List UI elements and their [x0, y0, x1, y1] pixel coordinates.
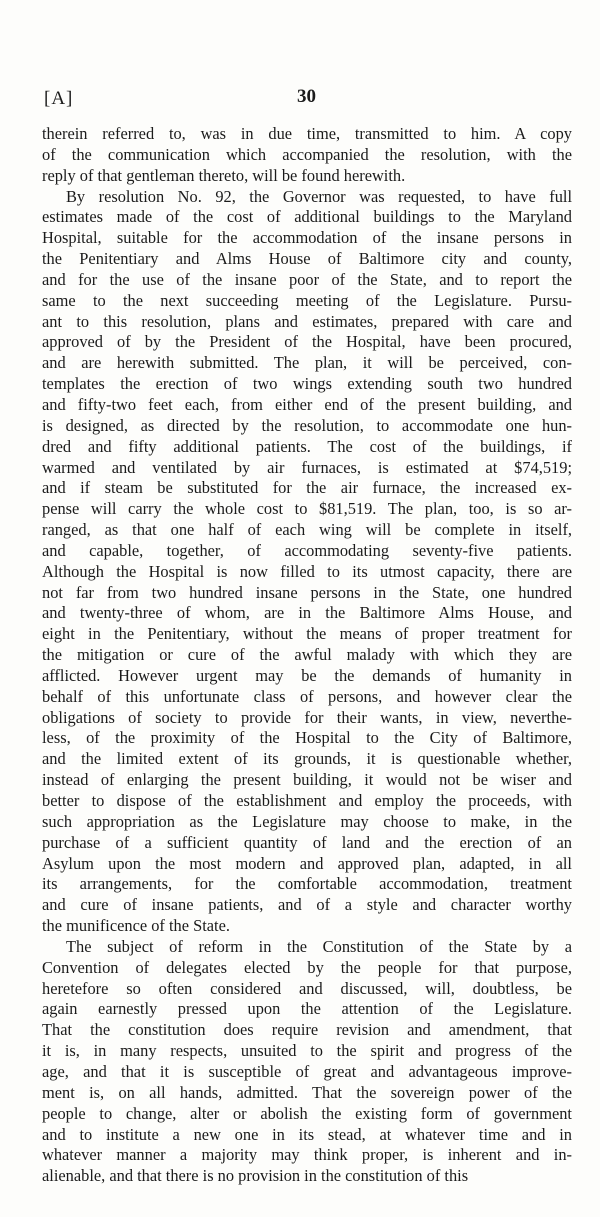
text-line: ant to this resolution, plans and estimates, prepared with care and	[42, 311, 572, 331]
text-line: and twenty-three of whom, are in the Baltimore Alms House, and	[42, 603, 572, 623]
text-line: templates the erection of two wings extending south two hundred	[42, 374, 572, 394]
text-line: estimates made of the cost of additional buildings to the Maryland	[42, 207, 572, 227]
paragraph	[42, 187, 572, 937]
text-line: and for the use of the insane poor of the State, and to report the	[42, 269, 572, 289]
text-line: Asylum upon the most modern and approved plan, adapted, in all	[42, 853, 572, 873]
text-line: reply of that gentleman thereto, will be found herewith.	[42, 165, 406, 185]
text-line: obligations of society to provide for their wants, in view, neverthe-	[42, 707, 572, 727]
text-line: age, and that it is susceptible of great and advantageous improve-	[42, 1061, 572, 1081]
text-line: people to change, alter or abolish the existing form of government	[42, 1103, 572, 1123]
text-line: approved of by the President of the Hospital, have been procured,	[42, 332, 572, 352]
text-line: behalf of this unfortunate class of persons, and however clear the	[42, 686, 572, 706]
text-line: again earnestly pressed upon the attention of the Legislature.	[42, 999, 572, 1019]
text-line: and to institute a new one in its stead, at whatever time and in	[42, 1124, 572, 1144]
text-line: afflicted. However urgent may be the demands of humanity in	[42, 665, 572, 685]
text-line: such appropriation as the Legislature may choose to make, in the	[42, 811, 572, 831]
text-line: ment is, on all hands, admitted. That the sovereign power of the	[42, 1082, 572, 1102]
text-line: the Penitentiary and Alms House of Baltimore city and county,	[42, 249, 572, 269]
text-line: eight in the Penitentiary, without the means of proper treatment for	[42, 624, 572, 644]
text-line: better to dispose of the establishment and employ the proceeds, with	[42, 791, 572, 810]
text-line: less, of the proximity of the Hospital to the City of Baltimore,	[42, 728, 572, 748]
page-number: 30	[297, 86, 316, 107]
signature-mark: [A]	[44, 88, 74, 109]
page-header	[40, 88, 570, 114]
text-line: warmed and ventilated by air furnaces, is estimated at $74,519;	[42, 457, 572, 477]
paragraph	[42, 937, 572, 1187]
paragraph	[42, 124, 572, 187]
text-line: not far from two hundred insane persons in the State, one hundred	[42, 582, 572, 602]
text-line: is designed, as directed by the resolution, to accommodate one hun-	[42, 415, 572, 435]
text-line: dred and fifty additional patients. The cost of the buildings, if	[42, 436, 572, 456]
text-line: purchase of a sufficient quantity of land and the erection of an	[42, 832, 572, 852]
text-line: Hospital, suitable for the accommodation of the insane persons in	[42, 228, 572, 248]
text-line: By resolution No. 92, the Governor was requested, to have full	[66, 186, 572, 206]
text-line: the munificence of the State.	[42, 916, 230, 936]
text-line: of the communication which accompanied the resolution, with the	[42, 144, 572, 164]
text-line: and capable, together, of accommodating seventy-five patients.	[42, 540, 572, 560]
text-line: That the constitution does require revision and amendment, that	[42, 1020, 572, 1040]
text-line: and if steam be substituted for the air furnace, the increased ex-	[42, 478, 572, 498]
body-text	[42, 124, 572, 1187]
text-line: pense will carry the whole cost to $81,519. The plan, too, is so ar-	[42, 499, 572, 519]
text-line: whatever manner a majority may think proper, is inherent and in-	[42, 1145, 572, 1165]
text-line: therein referred to, was in due time, transmitted to him. A copy	[42, 124, 572, 143]
text-line: same to the next succeeding meeting of the Legislature. Pursu-	[42, 290, 572, 310]
text-line: instead of enlarging the present building, it would not be wiser and	[42, 770, 572, 790]
text-line: heretefore so often considered and discussed, will, doubtless, be	[42, 978, 572, 998]
text-line: Convention of delegates elected by the people for that purpose,	[42, 957, 572, 977]
text-line: it is, in many respects, unsuited to the spirit and progress of the	[42, 1041, 572, 1061]
text-line: Although the Hospital is now filled to its utmost capacity, there are	[42, 561, 572, 581]
text-line: and cure of insane patients, and of a style and character worthy	[42, 895, 572, 915]
text-line: The subject of reform in the Constitution of the State by a	[66, 936, 572, 956]
text-line: alienable, and that there is no provision in the constitution of this	[42, 1166, 469, 1186]
text-line: and fifty-two feet each, from either end of the present building, and	[42, 394, 572, 414]
text-line: and are herewith submitted. The plan, it will be perceived, con-	[42, 353, 572, 373]
text-line: and the limited extent of its grounds, it is questionable whether,	[42, 749, 572, 769]
text-line: ranged, as that one half of each wing will be complete in itself,	[42, 520, 572, 540]
text-line: the mitigation or cure of the awful malady with which they are	[42, 645, 572, 665]
text-line: its arrangements, for the comfortable accommodation, treatment	[42, 874, 572, 894]
